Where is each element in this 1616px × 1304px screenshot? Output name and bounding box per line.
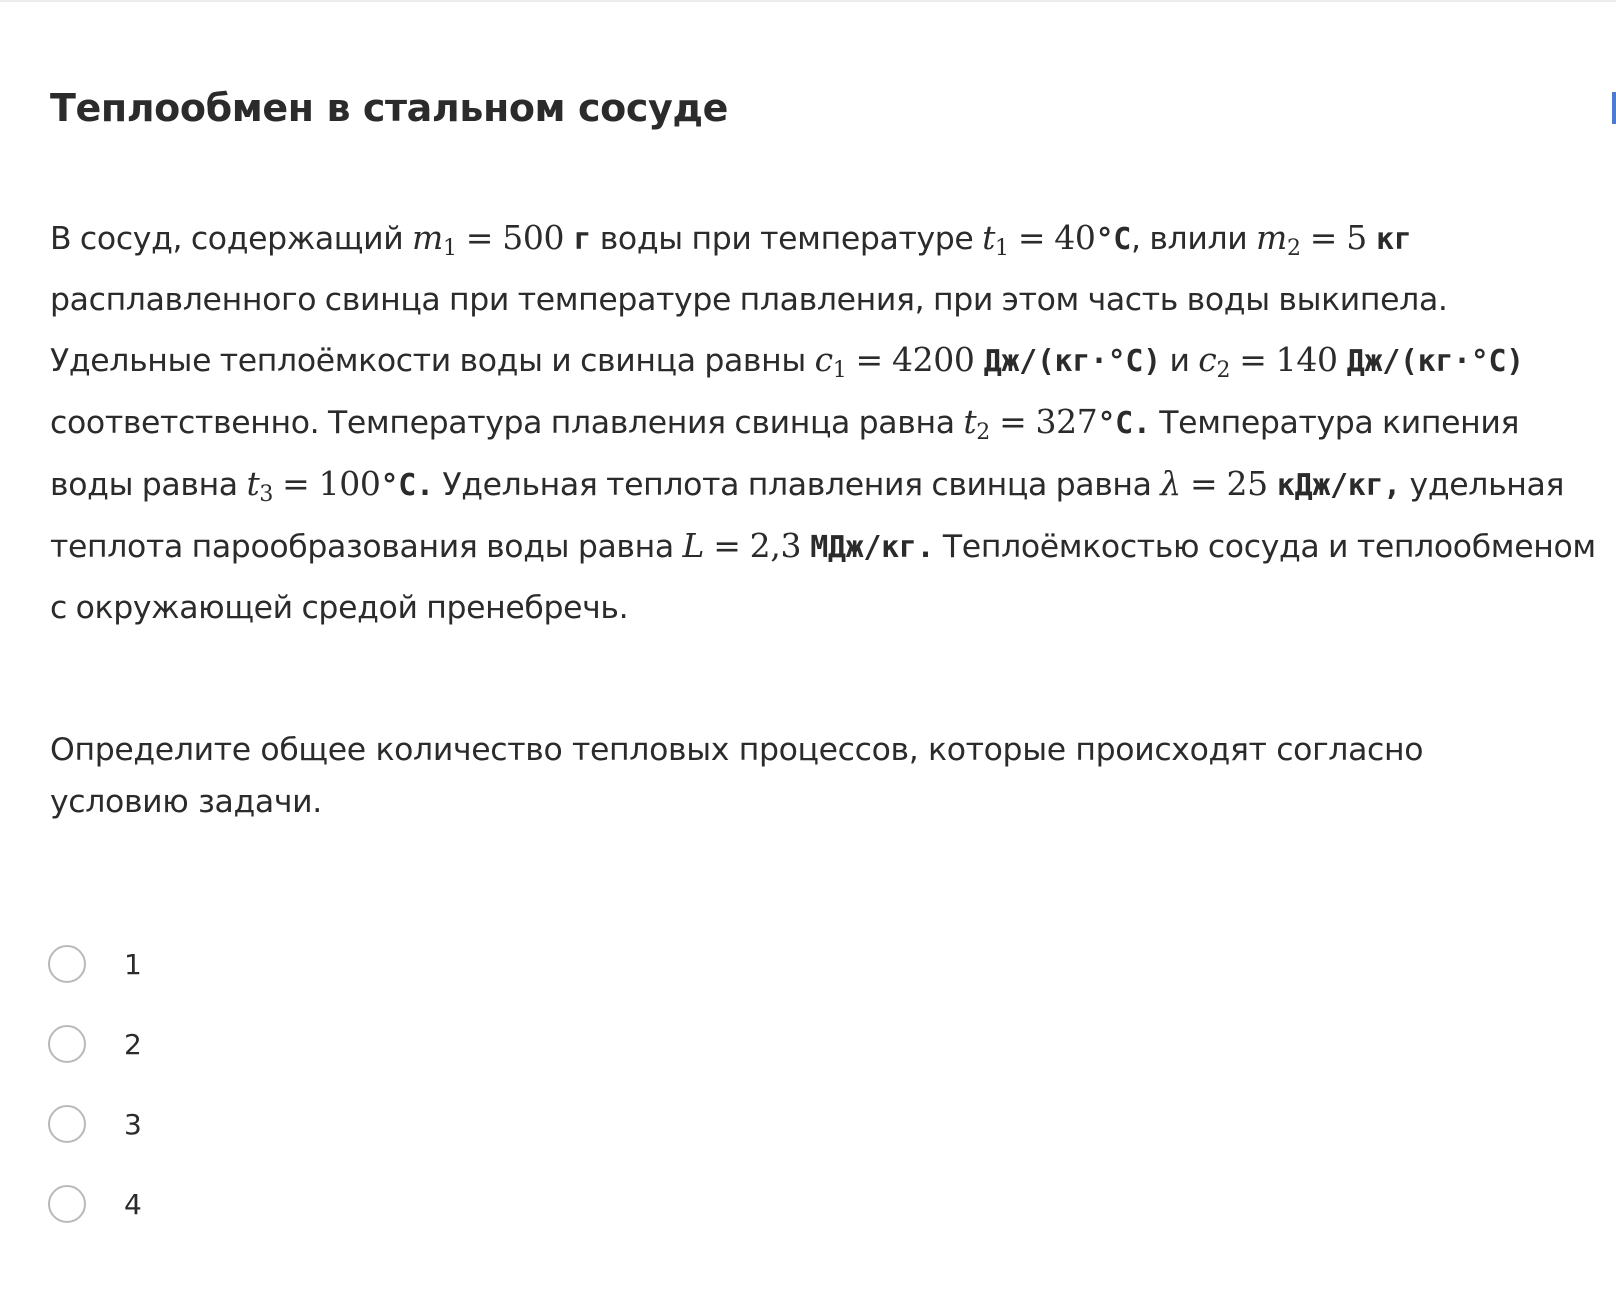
option-label: 3 (124, 1107, 142, 1141)
t3-value: = 100 (273, 464, 381, 503)
formula-t3 (246, 464, 434, 507)
t2-value: = 327 (989, 402, 1098, 441)
problem-text-10: Теплоёмкостью сосуда и теплообменом с окружающей средой пренебречь. (50, 529, 1596, 626)
formula-t1 (982, 218, 1131, 261)
m2-symbol: m (1256, 218, 1287, 257)
t1-subscript: 1 (995, 236, 1009, 261)
problem-text-7: Температура кипения воды равна (50, 405, 1520, 503)
edge-accent (1612, 92, 1616, 124)
problem-text-8: Удельная теплота плавления свинца равна (442, 467, 1152, 503)
task-title: Теплообмен в стальном сосуде (50, 86, 729, 130)
c2-symbol: c (1198, 340, 1217, 379)
m2-subscript: 2 (1286, 236, 1301, 261)
c1-subscript: 1 (832, 358, 847, 383)
problem-text-9: удельная теплота парообразования воды равна (50, 467, 1565, 565)
c2-unit: Дж/(кг·°C) (1346, 344, 1524, 379)
question-text: Определите общее количество тепловых процессов, которые происходят согласно условию задачи. (50, 732, 1424, 820)
formula-m1 (412, 218, 592, 261)
radio-button[interactable] (48, 1105, 86, 1143)
m2-value: = 5 (1300, 218, 1367, 257)
t3-unit: °C. (380, 468, 434, 503)
radio-button[interactable] (48, 1025, 86, 1063)
formula-c2 (1198, 340, 1524, 383)
radio-button[interactable] (48, 1185, 86, 1223)
c1-symbol: c (814, 340, 833, 379)
t3-symbol: t (246, 464, 260, 503)
lambda-value: = 25 (1180, 464, 1268, 503)
c2-value: = 140 (1230, 340, 1338, 379)
option-2[interactable] (48, 1004, 1610, 1084)
m1-symbol: m (412, 218, 443, 257)
t1-unit: °C (1095, 222, 1131, 257)
t2-unit: °C. (1097, 406, 1151, 441)
L-symbol: L (682, 526, 705, 565)
t1-value: = 40 (1008, 218, 1096, 257)
L-value: = 2,3 (704, 526, 802, 565)
m1-unit: г (573, 222, 592, 257)
top-divider (0, 0, 1616, 2)
formula-m2 (1256, 218, 1412, 261)
t1-symbol: t (982, 218, 996, 257)
L-unit: МДж/кг. (810, 530, 935, 565)
problem-text-3: , влили (1131, 221, 1248, 257)
option-1[interactable] (48, 924, 1610, 1004)
lambda-unit: кДж/кг, (1276, 468, 1401, 503)
t2-subscript: 2 (976, 420, 990, 445)
problem-text-2: воды при температуре (599, 221, 974, 257)
problem-statement (50, 208, 1610, 638)
radio-button[interactable] (48, 945, 86, 983)
problem-text-6: соответственно. Температура плавления свинца равна (50, 405, 955, 441)
option-label: 4 (124, 1187, 142, 1221)
c1-unit: Дж/(кг·°C) (983, 344, 1161, 379)
c2-subscript: 2 (1216, 358, 1231, 383)
option-label: 1 (124, 947, 142, 981)
lambda-symbol: λ (1160, 464, 1181, 503)
t3-subscript: 3 (259, 482, 274, 507)
option-label: 2 (124, 1027, 142, 1061)
m1-value: = 500 (456, 218, 565, 257)
answer-options (48, 924, 1610, 1244)
m1-subscript: 1 (443, 236, 457, 261)
formula-c1 (814, 340, 1161, 383)
problem-text-4: расплавленного свинца при температуре плавления, при этом часть воды выкипела. Удельные теплоёмкости воды и свинца равны (50, 282, 1448, 379)
formula-t2 (963, 402, 1151, 445)
c1-value: = 4200 (846, 340, 975, 379)
t2-symbol: t (963, 402, 977, 441)
problem-text-1: В сосуд, содержащий (50, 221, 404, 257)
option-4[interactable] (48, 1164, 1610, 1244)
m2-unit: кг (1376, 222, 1412, 257)
task-card (50, 78, 1610, 1244)
formula-L (683, 526, 935, 565)
formula-lambda (1160, 464, 1401, 503)
option-3[interactable] (48, 1084, 1610, 1164)
problem-text-5: и (1169, 343, 1190, 379)
